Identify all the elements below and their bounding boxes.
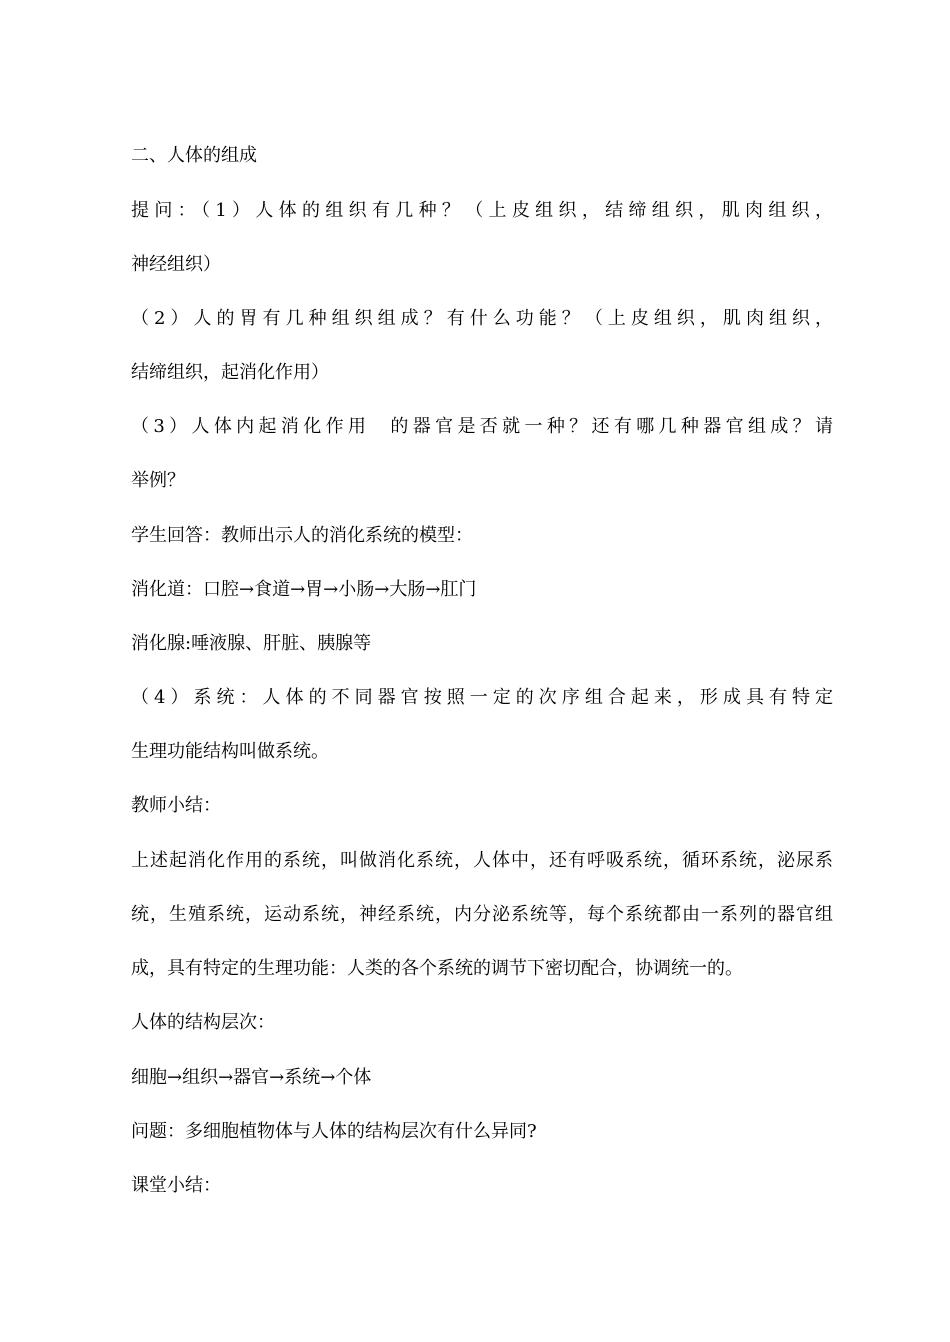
structure-levels-line: 细胞→组织→器官→系统→个体 xyxy=(131,1067,372,1088)
summary-paragraph-line-3: 成，具有特定的生理功能：人类的各个系统的调节下密切配合，协调统一的。 xyxy=(131,958,743,979)
section-heading: 二、人体的组成 xyxy=(131,145,257,166)
summary-paragraph-line-2: 统，生殖系统，运动系统，神经系统，内分泌系统等，每个系统都由一系列的器官组 xyxy=(131,904,833,925)
class-summary-heading: 课堂小结： xyxy=(131,1175,221,1196)
question-1-line-1: 提问：（1）人体的组织有几种？（上皮组织，结缔组织，肌肉组织， xyxy=(131,200,833,221)
summary-paragraph-line-1: 上述起消化作用的系统，叫做消化系统，人体中，还有呼吸系统，循环系统，泌尿系 xyxy=(131,850,833,871)
student-answer-line: 学生回答：教师出示人的消化系统的模型： xyxy=(131,525,473,546)
system-definition-line-2: 生理功能结构叫做系统。 xyxy=(131,741,329,762)
system-definition-line-1: （4）系统：人体的不同器官按照一定的次序组合起来，形成具有特定 xyxy=(131,687,833,708)
question-2-line-1: （2）人的胃有几种组织组成？有什么功能？（上皮组织，肌肉组织， xyxy=(131,308,833,329)
digestive-glands-line: 消化腺:唾液腺、肝脏、胰腺等 xyxy=(131,633,372,654)
question-3-line-2: 举例？ xyxy=(131,470,185,491)
question-3-line-1: （3）人体内起消化作用 的器官是否就一种？还有哪几种器官组成？请 xyxy=(131,416,833,437)
comparison-question-line: 问题：多细胞植物体与人体的结构层次有什么异同? xyxy=(131,1121,537,1142)
question-1-line-2: 神经组织） xyxy=(131,254,221,275)
teacher-summary-heading: 教师小结： xyxy=(131,795,221,816)
question-2-line-2: 结缔组织，起消化作用） xyxy=(131,362,329,383)
digestive-tract-line: 消化道：口腔→食道→胃→小肠→大肠→肛门 xyxy=(131,579,477,600)
structure-levels-heading: 人体的结构层次： xyxy=(131,1012,275,1033)
